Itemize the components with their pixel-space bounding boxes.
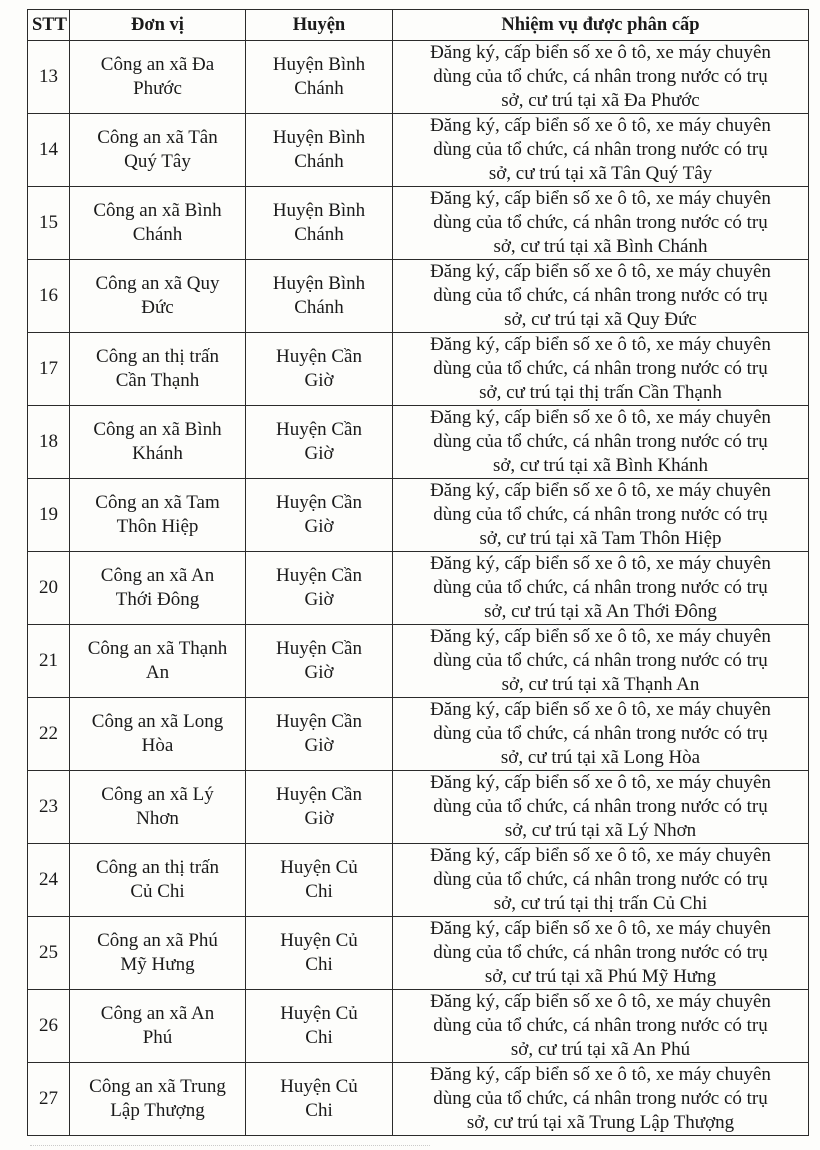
row-task-line: dùng của tổ chức, cá nhân trong nước có trụ [433,723,768,744]
row-task-line: dùng của tổ chức, cá nhân trong nước có trụ [433,431,768,452]
row-unit [70,187,246,260]
row-district [246,917,393,990]
row-unit-line: Quý Tây [124,151,191,172]
row-stt: 25 [28,917,70,990]
row-district-line: Giờ [304,370,334,391]
row-district-line: Giờ [304,589,334,610]
row-district-line: Chi [305,881,333,902]
row-unit-line: Công an xã An [100,565,215,586]
row-unit-line: Công an xã Long [91,711,224,732]
row-task [393,406,809,479]
row-district [246,260,393,333]
row-unit-line: An [145,662,170,683]
row-task-line: sở, cư trú tại xã Bình Chánh [493,236,708,257]
row-district-line: Chi [305,954,333,975]
row-task-line: dùng của tổ chức, cá nhân trong nước có trụ [433,66,768,87]
row-unit-line: Khánh [132,443,183,464]
row-task-line: sở, cư trú tại xã An Thới Đông [484,601,717,622]
row-district [246,1063,393,1136]
row-stt: 21 [28,625,70,698]
row-unit-line: Công an xã Tam [95,492,220,513]
row-unit [70,1063,246,1136]
row-unit-line: Thôn Hiệp [116,516,199,537]
row-unit [70,479,246,552]
table-row [28,479,809,552]
table-row [28,625,809,698]
row-district [246,406,393,479]
row-district [246,552,393,625]
row-unit [70,260,246,333]
row-stt: 19 [28,479,70,552]
row-district-line: Chi [305,1100,333,1121]
row-district-line: Huyện Cần [275,419,362,440]
row-unit [70,917,246,990]
row-district-line: Huyện Củ [280,930,358,951]
row-task [393,990,809,1063]
row-district-line: Huyện Cần [275,638,362,659]
row-district [246,114,393,187]
scan-artifact-line [30,1145,430,1148]
row-task [393,771,809,844]
table-row [28,406,809,479]
row-stt: 15 [28,187,70,260]
row-task [393,552,809,625]
row-unit [70,406,246,479]
row-unit [70,771,246,844]
row-stt: 27 [28,1063,70,1136]
row-task-line: dùng của tổ chức, cá nhân trong nước có trụ [433,577,768,598]
row-stt: 24 [28,844,70,917]
row-district-line: Huyện Củ [280,857,358,878]
row-task-line: Đăng ký, cấp biển số xe ô tô, xe máy chuyên [430,699,771,720]
row-unit-line: Công an xã Thạnh [87,638,228,659]
row-task-line: dùng của tổ chức, cá nhân trong nước có trụ [433,358,768,379]
table-row [28,990,809,1063]
row-unit [70,625,246,698]
row-unit [70,844,246,917]
row-task [393,844,809,917]
row-district-line: Huyện Bình [272,200,366,221]
row-task-line: dùng của tổ chức, cá nhân trong nước có trụ [433,139,768,160]
row-task-line: sở, cư trú tại xã Tân Quý Tây [488,163,713,184]
table-row [28,552,809,625]
row-task-line: Đăng ký, cấp biển số xe ô tô, xe máy chuyên [430,407,771,428]
table-header-row [28,10,809,41]
row-task [393,187,809,260]
row-task-line: sở, cư trú tại xã An Phú [510,1039,691,1060]
table-row [28,333,809,406]
row-unit-line: Công an xã Phú [97,930,218,951]
row-unit [70,333,246,406]
row-district-line: Chánh [294,78,344,99]
header-task: Nhiệm vụ được phân cấp [393,10,809,41]
row-unit-line: Công an xã An [100,1003,215,1024]
row-unit-line: Chánh [132,224,183,245]
row-district-line: Huyện Bình [272,127,366,148]
row-stt: 16 [28,260,70,333]
row-unit-line: Công an xã Lý [101,784,214,805]
row-unit [70,114,246,187]
row-district [246,41,393,114]
header-stt: STT [28,10,70,41]
row-task-line: sở, cư trú tại xã Trung Lập Thượng [466,1112,735,1133]
row-task-line: dùng của tổ chức, cá nhân trong nước có trụ [433,212,768,233]
row-district-line: Chánh [294,297,344,318]
row-unit [70,990,246,1063]
row-stt: 14 [28,114,70,187]
row-unit-line: Đức [141,297,174,318]
row-stt: 17 [28,333,70,406]
row-task-line: sở, cư trú tại xã Bình Khánh [492,455,709,476]
row-unit [70,698,246,771]
header-district: Huyện [246,10,393,41]
row-district [246,698,393,771]
row-task-line: dùng của tổ chức, cá nhân trong nước có trụ [433,285,768,306]
table-row [28,698,809,771]
row-unit-line: Công an thị trấn [96,857,219,878]
row-unit-line: Công an thị trấn [96,346,219,367]
row-task-line: Đăng ký, cấp biển số xe ô tô, xe máy chuyên [430,845,771,866]
row-task-line: Đăng ký, cấp biển số xe ô tô, xe máy chuyên [430,626,771,647]
row-task-line: dùng của tổ chức, cá nhân trong nước có trụ [433,942,768,963]
row-task-line: sở, cư trú tại xã Long Hòa [500,747,701,768]
row-district-line: Huyện Củ [280,1003,358,1024]
row-task-line: sở, cư trú tại xã Thạnh An [501,674,700,695]
row-unit-line: Công an xã Trung [89,1076,226,1097]
row-district-line: Huyện Cần [275,784,362,805]
table-row [28,41,809,114]
row-district-line: Huyện Cần [275,565,362,586]
row-task-line: Đăng ký, cấp biển số xe ô tô, xe máy chuyên [430,188,771,209]
row-task [393,1063,809,1136]
table-row [28,1063,809,1136]
row-unit-line: Công an xã Quy [95,273,220,294]
row-task [393,698,809,771]
row-district [246,990,393,1063]
row-unit-line: Công an xã Bình [93,200,222,221]
row-stt: 22 [28,698,70,771]
row-unit-line: Thới Đông [115,589,200,610]
row-task-line: dùng của tổ chức, cá nhân trong nước có trụ [433,1015,768,1036]
table-row [28,187,809,260]
row-task-line: Đăng ký, cấp biển số xe ô tô, xe máy chuyên [430,918,771,939]
row-task [393,260,809,333]
row-task-line: sở, cư trú tại xã Quy Đức [504,309,697,330]
row-district-line: Huyện Cần [275,711,362,732]
table-row [28,844,809,917]
row-stt: 18 [28,406,70,479]
row-district-line: Chánh [294,151,344,172]
row-unit-line: Mỹ Hưng [120,954,195,975]
table-row [28,917,809,990]
row-task-line: sở, cư trú tại thị trấn Cần Thạnh [479,382,722,403]
row-district-line: Giờ [304,516,334,537]
row-task-line: dùng của tổ chức, cá nhân trong nước có trụ [433,796,768,817]
row-task-line: Đăng ký, cấp biển số xe ô tô, xe máy chuyên [430,772,771,793]
row-district [246,844,393,917]
row-district-line: Giờ [304,443,334,464]
row-district [246,771,393,844]
row-unit-line: Lập Thượng [110,1100,205,1121]
row-unit [70,41,246,114]
table-row [28,771,809,844]
row-unit-line: Phú [142,1027,173,1048]
row-unit [70,552,246,625]
row-district-line: Chi [305,1027,333,1048]
row-task-line: sở, cư trú tại thị trấn Củ Chi [493,893,708,914]
row-unit-line: Hòa [141,735,174,756]
table-row [28,114,809,187]
row-unit-line: Công an xã Đa [100,54,215,75]
row-task-line: Đăng ký, cấp biển số xe ô tô, xe máy chuyên [430,553,771,574]
row-district [246,333,393,406]
row-task-line: dùng của tổ chức, cá nhân trong nước có trụ [433,650,768,671]
row-task-line: Đăng ký, cấp biển số xe ô tô, xe máy chuyên [430,480,771,501]
row-district [246,625,393,698]
row-district-line: Huyện Củ [280,1076,358,1097]
row-task-line: sở, cư trú tại xã Phú Mỹ Hưng [484,966,717,987]
row-task-line: Đăng ký, cấp biển số xe ô tô, xe máy chuyên [430,115,771,136]
row-district-line: Giờ [304,735,334,756]
row-district [246,479,393,552]
row-task-line: Đăng ký, cấp biển số xe ô tô, xe máy chuyên [430,42,771,63]
row-task [393,114,809,187]
table-body [28,41,809,1136]
table-row [28,260,809,333]
row-district [246,187,393,260]
row-stt: 13 [28,41,70,114]
row-task-line: dùng của tổ chức, cá nhân trong nước có trụ [433,1088,768,1109]
row-task-line: sở, cư trú tại xã Lý Nhơn [504,820,697,841]
row-district-line: Huyện Bình [272,54,366,75]
row-unit-line: Cần Thạnh [115,370,200,391]
row-task-line: Đăng ký, cấp biển số xe ô tô, xe máy chuyên [430,991,771,1012]
row-stt: 20 [28,552,70,625]
row-task [393,625,809,698]
header-unit: Đơn vị [70,10,246,41]
row-task-line: Đăng ký, cấp biển số xe ô tô, xe máy chuyên [430,1064,771,1085]
row-unit-line: Công an xã Tân [97,127,218,148]
row-task [393,41,809,114]
row-task-line: sở, cư trú tại xã Đa Phước [501,90,700,111]
row-unit-line: Phước [133,78,182,99]
row-task-line: dùng của tổ chức, cá nhân trong nước có trụ [433,869,768,890]
row-task [393,333,809,406]
row-task-line: sở, cư trú tại xã Tam Thôn Hiệp [479,528,722,549]
row-district-line: Chánh [294,224,344,245]
row-unit-line: Nhơn [136,808,179,829]
row-task-line: Đăng ký, cấp biển số xe ô tô, xe máy chuyên [430,261,771,282]
row-district-line: Huyện Cần [275,492,362,513]
row-district-line: Huyện Bình [272,273,366,294]
row-district-line: Giờ [304,662,334,683]
row-task [393,479,809,552]
row-unit-line: Củ Chi [130,881,185,902]
row-task-line: dùng của tổ chức, cá nhân trong nước có trụ [433,504,768,525]
row-unit-line: Công an xã Bình [93,419,222,440]
row-district-line: Huyện Cần [275,346,362,367]
row-district-line: Giờ [304,808,334,829]
delegation-table [27,9,809,1136]
row-stt: 23 [28,771,70,844]
row-task-line: Đăng ký, cấp biển số xe ô tô, xe máy chuyên [430,334,771,355]
row-task [393,917,809,990]
row-stt: 26 [28,990,70,1063]
